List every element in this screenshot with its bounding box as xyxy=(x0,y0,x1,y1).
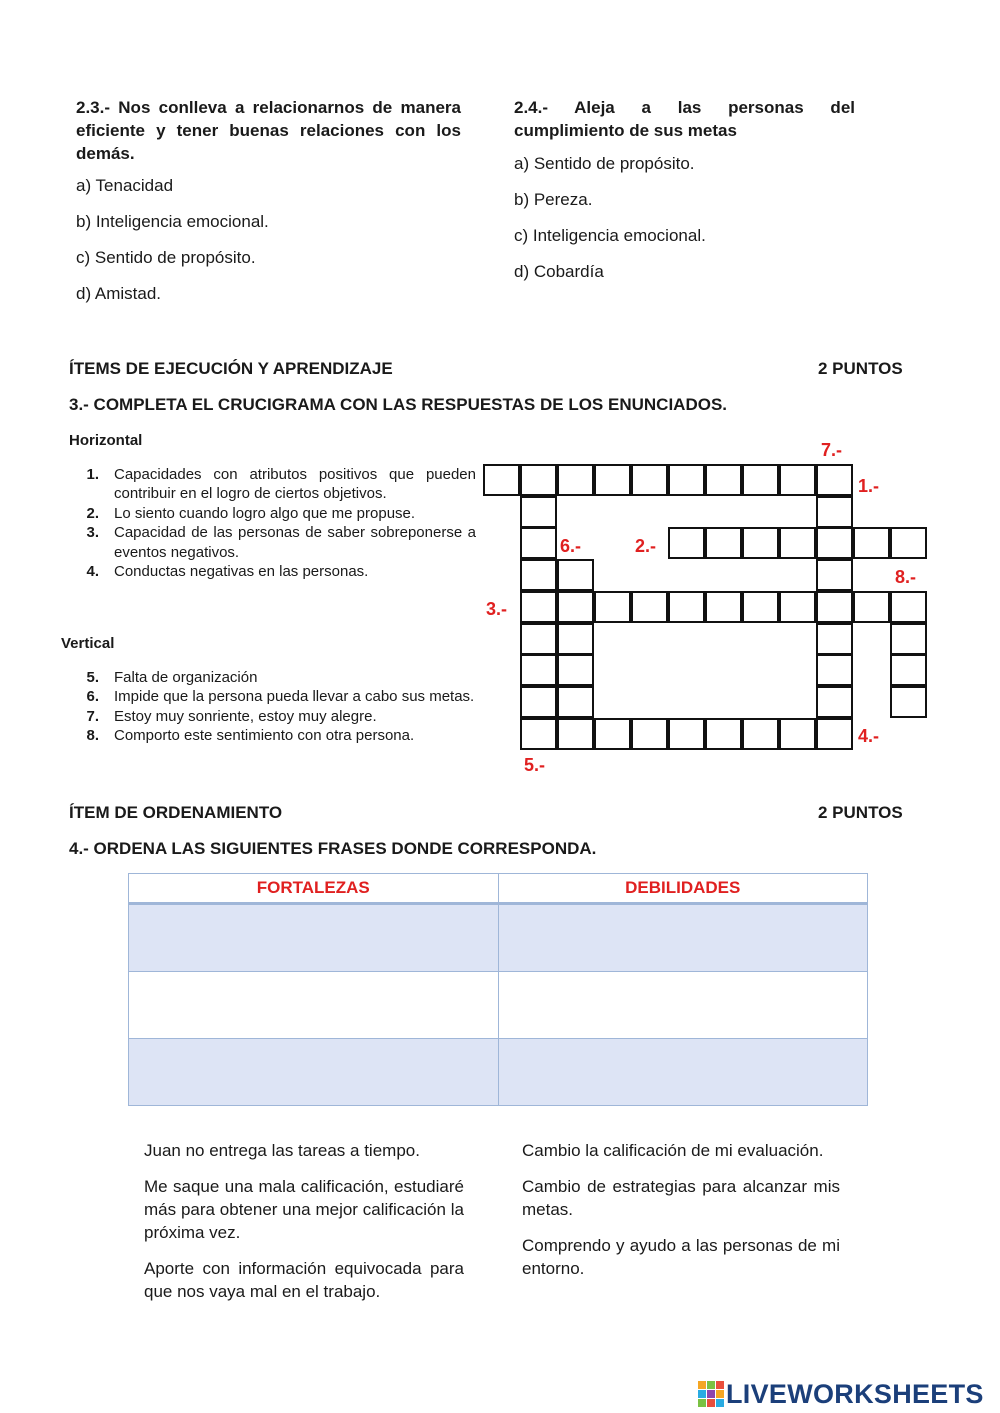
clue-number: 5. xyxy=(86,669,99,686)
section-4-points: 2 PUNTOS xyxy=(818,803,903,822)
crossword-cell[interactable] xyxy=(779,718,816,750)
clue-text: Estoy muy sonriente, estoy muy alegre. xyxy=(114,707,377,725)
section-3-instruction: 3.- COMPLETA EL CRUCIGRAMA CON LAS RESPUESTAS DE LOS ENUNCIADOS. xyxy=(69,395,728,414)
clue-number: 7. xyxy=(86,707,99,725)
liveworksheets-logo xyxy=(698,1377,984,1411)
question-2-3-option-c[interactable]: c) Sentido de propósito. xyxy=(76,248,256,267)
liveworksheets-logo-icon xyxy=(698,1381,724,1407)
crossword-label-4: 4.- xyxy=(858,726,880,746)
clue-text: Capacidad de las personas de saber sobreponerse a eventos negativos. xyxy=(114,524,476,561)
crossword-label-8: 8.- xyxy=(895,567,917,587)
question-2-3-option-a[interactable]: a) Tenacidad xyxy=(76,176,174,195)
phrase-item[interactable]: Aporte con información equivocada para que nos vaya mal en el trabajo. xyxy=(144,1259,464,1301)
clue-7 xyxy=(69,707,476,726)
question-2-4-option-c[interactable]: c) Inteligencia emocional. xyxy=(514,226,706,245)
table-row xyxy=(129,972,868,1039)
crossword-cell[interactable] xyxy=(557,623,594,655)
crossword-cell[interactable] xyxy=(816,718,853,750)
crossword-cell[interactable] xyxy=(668,464,705,496)
crossword-cell[interactable] xyxy=(816,559,853,591)
section-3-points: 2 PUNTOS xyxy=(818,359,903,378)
phrase-item[interactable]: Cambio de estrategias para alcanzar mis metas. xyxy=(522,1177,840,1219)
drop-slot-fortalezas-1[interactable] xyxy=(129,904,499,972)
question-2-4-title: 2.4.- Aleja a las personas del cumplimiento de sus metas xyxy=(514,98,855,140)
crossword-cell[interactable] xyxy=(557,718,594,750)
clue-text: Comporto este sentimiento con otra persona. xyxy=(114,727,415,745)
crossword-cell[interactable] xyxy=(890,527,927,559)
crossword-cell[interactable] xyxy=(779,464,816,496)
crossword-cell[interactable] xyxy=(668,591,705,623)
clue-5 xyxy=(69,668,476,687)
crossword-cell[interactable] xyxy=(853,527,890,559)
clue-number: 4. xyxy=(86,563,99,581)
crossword-cell[interactable] xyxy=(520,654,557,686)
crossword-cell[interactable] xyxy=(557,464,594,496)
vertical-label: Vertical xyxy=(61,635,115,652)
crossword-cell[interactable] xyxy=(779,591,816,623)
clue-number: 6. xyxy=(86,688,99,706)
clue-number: 3. xyxy=(86,524,99,542)
crossword-cell[interactable] xyxy=(483,464,520,496)
crossword-cell[interactable] xyxy=(520,527,557,559)
crossword-cell[interactable] xyxy=(520,464,557,496)
clue-number: 1. xyxy=(86,466,99,483)
crossword-cell[interactable] xyxy=(890,686,927,718)
crossword-cell[interactable] xyxy=(816,591,853,623)
question-2-4-option-d[interactable]: d) Cobardía xyxy=(514,262,604,281)
crossword-cell[interactable] xyxy=(520,591,557,623)
question-2-3-option-b[interactable]: b) Inteligencia emocional. xyxy=(76,212,269,231)
crossword-label-6: 6.- xyxy=(560,536,582,556)
crossword-cell[interactable] xyxy=(668,527,705,559)
crossword-cell[interactable] xyxy=(779,527,816,559)
crossword-cell[interactable] xyxy=(816,527,853,559)
crossword-cell[interactable] xyxy=(816,686,853,718)
ordering-table xyxy=(128,873,868,1106)
phrase-item[interactable]: Juan no entrega las tareas a tiempo. xyxy=(144,1141,420,1160)
phrases-right xyxy=(522,1139,840,1293)
question-2-3-title: 2.3.- Nos conlleva a relacionarnos de manera eficiente y tener buenas relaciones con los demás. xyxy=(76,98,461,163)
crossword-cell[interactable] xyxy=(668,718,705,750)
horizontal-clues xyxy=(69,465,476,581)
horizontal-label: Horizontal xyxy=(69,432,143,449)
clue-text: Capacidades con atributos positivos que pueden contribuir en el logro de ciertos objetivos. xyxy=(114,466,476,503)
crossword-cell[interactable] xyxy=(631,718,668,750)
crossword-cell[interactable] xyxy=(816,496,853,528)
crossword-cell[interactable] xyxy=(890,591,927,623)
clue-number: 8. xyxy=(86,727,99,745)
ordering-table-header xyxy=(129,874,868,904)
crossword-cell[interactable] xyxy=(742,591,779,623)
question-2-4 xyxy=(514,96,855,298)
crossword-cell[interactable] xyxy=(520,686,557,718)
drop-slot-debilidades-2[interactable] xyxy=(498,972,868,1039)
section-4-instruction: 4.- ORDENA LAS SIGUIENTES FRASES DONDE CORRESPONDA. xyxy=(69,839,597,858)
crossword-cell[interactable] xyxy=(816,623,853,655)
table-row xyxy=(129,904,868,972)
drop-slot-debilidades-3[interactable] xyxy=(498,1039,868,1106)
crossword-cell[interactable] xyxy=(557,686,594,718)
clue-2 xyxy=(69,504,476,523)
column-fortalezas: FORTALEZAS xyxy=(129,874,499,904)
crossword-label-5: 5.- xyxy=(524,755,546,775)
crossword-cell[interactable] xyxy=(742,718,779,750)
phrase-item[interactable]: Comprendo y ayudo a las personas de mi entorno. xyxy=(522,1236,840,1278)
clue-1 xyxy=(69,465,476,504)
crossword-cell[interactable] xyxy=(853,591,890,623)
table-row xyxy=(129,1039,868,1106)
phrases-left xyxy=(144,1139,464,1316)
crossword-cell[interactable] xyxy=(631,464,668,496)
crossword-cell[interactable] xyxy=(890,654,927,686)
crossword-cell[interactable] xyxy=(705,591,742,623)
crossword-label-2: 2.- xyxy=(635,536,657,556)
clue-text: Falta de organización xyxy=(114,669,258,686)
crossword-cell[interactable] xyxy=(594,591,631,623)
drop-slot-debilidades-1[interactable] xyxy=(498,904,868,972)
crossword-cell[interactable] xyxy=(890,623,927,655)
question-2-3 xyxy=(76,96,461,320)
drop-slot-fortalezas-3[interactable] xyxy=(129,1039,499,1106)
crossword-cell[interactable] xyxy=(631,591,668,623)
crossword-cell[interactable] xyxy=(520,623,557,655)
section-4-header: ÍTEM DE ORDENAMIENTO xyxy=(69,803,283,822)
crossword-cell[interactable] xyxy=(816,464,853,496)
question-2-4-option-b[interactable]: b) Pereza. xyxy=(514,190,593,209)
crossword-cell[interactable] xyxy=(705,718,742,750)
clue-text: Impide que la persona pueda llevar a cabo sus metas. xyxy=(114,688,475,706)
phrase-item[interactable]: Me saque una mala calificación, estudiaré más para obtener una mejor calificación la próxima vez. xyxy=(144,1177,464,1242)
clue-number: 2. xyxy=(86,504,99,522)
clue-8 xyxy=(69,726,476,745)
column-debilidades: DEBILIDADES xyxy=(498,874,868,904)
clue-4 xyxy=(69,562,476,581)
phrase-item[interactable]: Cambio la calificación de mi evaluación. xyxy=(522,1141,824,1160)
crossword-label-3: 3.- xyxy=(486,599,508,619)
crossword-cell[interactable] xyxy=(594,464,631,496)
clue-6 xyxy=(69,687,476,706)
crossword-cell[interactable] xyxy=(705,464,742,496)
crossword-cell[interactable] xyxy=(520,559,557,591)
clue-3 xyxy=(69,523,476,562)
clue-text: Conductas negativas en las personas. xyxy=(114,563,369,581)
crossword-cell[interactable] xyxy=(557,559,594,591)
crossword-label-7: 7.- xyxy=(821,440,843,460)
question-2-4-option-a[interactable]: a) Sentido de propósito. xyxy=(514,154,695,173)
crossword-cell[interactable] xyxy=(557,654,594,686)
crossword-cell[interactable] xyxy=(520,718,557,750)
drop-slot-fortalezas-2[interactable] xyxy=(129,972,499,1039)
crossword-label-1: 1.- xyxy=(858,476,880,496)
clue-text: Lo siento cuando logro algo que me propuse. xyxy=(114,504,416,522)
vertical-clues xyxy=(69,668,476,746)
crossword-cell[interactable] xyxy=(816,654,853,686)
crossword-cell[interactable] xyxy=(594,718,631,750)
question-2-3-option-d[interactable]: d) Amistad. xyxy=(76,284,162,303)
brand-name: LIVEWORKSHEETS xyxy=(726,1378,984,1409)
section-3-header: ÍTEMS DE EJECUCIÓN Y APRENDIZAJE xyxy=(69,359,393,378)
crossword-cell[interactable] xyxy=(742,464,779,496)
crossword-cell[interactable] xyxy=(705,527,742,559)
crossword-cell[interactable] xyxy=(742,527,779,559)
crossword-cell[interactable] xyxy=(557,591,594,623)
crossword-cell[interactable] xyxy=(520,496,557,528)
